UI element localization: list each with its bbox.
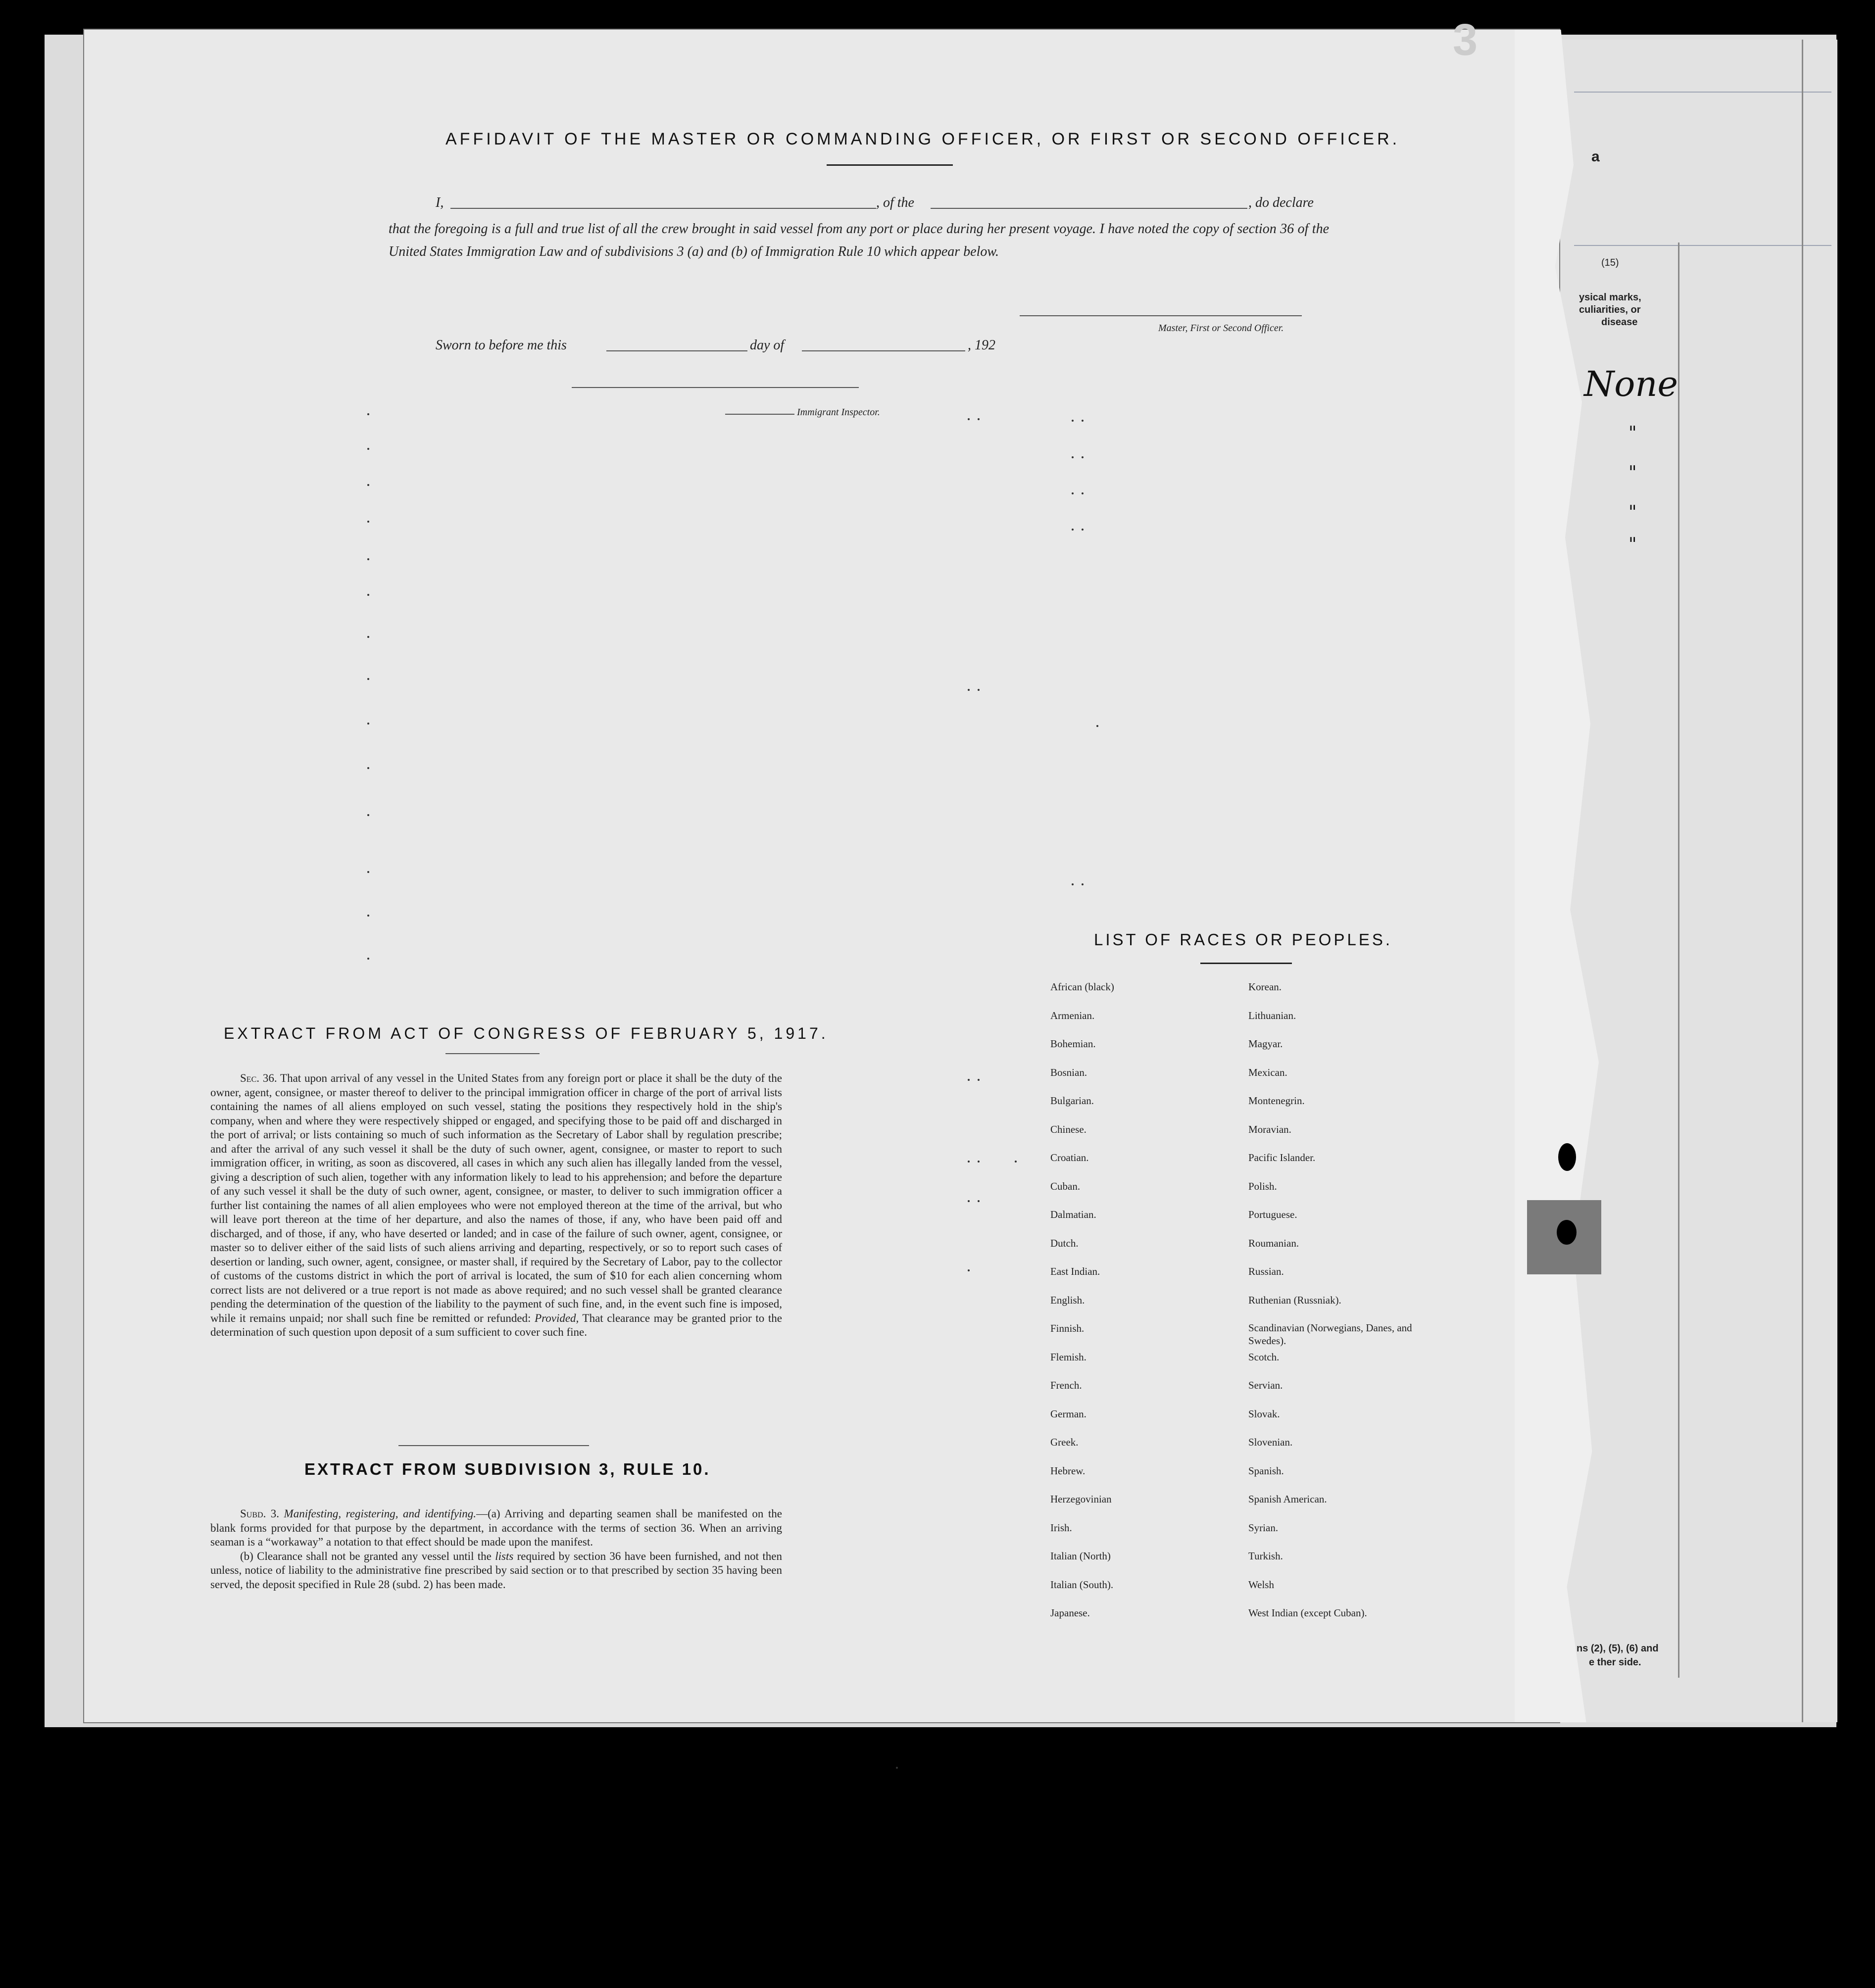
margin-note: ns (2), (5), (6) and xyxy=(1577,1643,1659,1654)
race-item: Mexican. xyxy=(1248,1066,1287,1078)
race-item: Turkish. xyxy=(1248,1550,1283,1562)
margin-col-head: ysical marks, xyxy=(1579,292,1641,303)
speck xyxy=(1082,492,1084,494)
race-item: Montenegrin. xyxy=(1248,1095,1305,1107)
race-item: Italian (South). xyxy=(1050,1578,1114,1591)
race-item: Bulgarian. xyxy=(1050,1095,1094,1107)
sworn-prefix: Sworn to before me this xyxy=(436,338,567,353)
race-item: Lithuanian. xyxy=(1248,1009,1296,1021)
margin-letter: a xyxy=(1591,148,1600,165)
race-item: Irish. xyxy=(1050,1521,1072,1534)
speck xyxy=(978,689,980,691)
race-item: Slovak. xyxy=(1248,1407,1280,1420)
race-item: Spanish American. xyxy=(1248,1493,1327,1505)
race-item: Japanese. xyxy=(1050,1607,1090,1619)
ruled-line xyxy=(1574,92,1831,93)
subd-label: Subd. 3. xyxy=(240,1507,280,1520)
margin-note: e ther side. xyxy=(1589,1657,1641,1668)
race-item: Dalmatian. xyxy=(1050,1209,1096,1220)
subd-b-text: Clearance shall not be granted any vessel until the xyxy=(257,1550,492,1562)
declare-of-the: , of the xyxy=(876,195,914,210)
act-extract-text xyxy=(210,1071,782,1340)
subd-heading: Manifesting, registering, and identifying. xyxy=(284,1507,477,1520)
speck xyxy=(978,1200,980,1202)
race-item: Bohemian. xyxy=(1050,1038,1096,1050)
punch-hole xyxy=(1557,1220,1577,1245)
race-item: Russian. xyxy=(1248,1265,1284,1277)
ruled-line xyxy=(1574,245,1831,246)
race-item: Herzegovinian xyxy=(1050,1493,1112,1505)
speck xyxy=(367,636,369,638)
inspector-signature-line xyxy=(572,387,859,388)
section-text: That upon arrival of any vessel in the United States from any foreign port or place it shall be the duty of the owner, agent, consignee, or master thereof to deliver to the principal immigration officer in charge of the port of arrival lists containing the names of all aliens employed on such vessel, stating the positions they respectively hold in the ship's company, when and where they were respectively shipped or engaged, and specifying those to be paid off and discharged in the port of arrival; or lists containing so much of such information as the Secretary of Labor shall by regulation prescribe; and after the arrival of any such vessel it shall be the duty of such owner, agent, consignee, or master to report to such immigration officer, in writing, as soon as discovered, all cases in which any such alien has illegally landed from the vessel, giving a description of such alien, together with any information likely to lead to his apprehension; and before the departure of any such vessel it shall be the duty of such owner, agent, consignee, or master, to deliver to such immigration officer a further list containing the names of all alien employees who were not employed thereon at the time of the arrival, but who will leave port thereon at the time of her departure, and also the names of those, if any, who have been paid off and discharged, and of those, if any, who have deserted or landed; and in case of the failure of such owner, agent, consignee, or master so to deliver either of the said lists of such aliens arriving and departing, respectively, or so to report such cases of desertion or landing, such owner, agent, consignee, or master shall, if required by the Secretary of Labor, pay to the collector of customs of the customs district in which the port of arrival is located, the sum of $10 for each alien concerning whom correct lists are not delivered or a true report is not made as above required; and no such vessel shall be granted clearance pending the determination of the question of the liability to the payment of such fine, and, in the event such fine is imposed, while it remains unpaid; nor shall such fine be remitted or refunded: xyxy=(210,1072,782,1324)
affidavit-paragraph: that the foregoing is a full and true list of all the crew brought in said vessel from any port or place during her present voyage. I have noted the copy of section 36 of the United States Immigration Law and of subdivisions 3 (a) and (b) of Immigration Rule 10 which appear below. xyxy=(389,221,1329,259)
race-item: Pacific Islander. xyxy=(1248,1152,1316,1164)
race-item: Scotch. xyxy=(1248,1351,1280,1363)
race-item: Cuban. xyxy=(1050,1180,1081,1192)
handwritten-none: None xyxy=(1584,364,1678,404)
speck xyxy=(968,689,970,691)
section-divider xyxy=(398,1445,589,1446)
inspector-lead-line xyxy=(725,414,794,415)
race-item: English. xyxy=(1050,1294,1085,1306)
speck xyxy=(968,1269,970,1271)
signer-label: Master, First or Second Officer. xyxy=(1158,323,1284,334)
speck xyxy=(968,418,970,420)
race-item: Finnish. xyxy=(1050,1322,1085,1334)
title-rule xyxy=(827,164,953,166)
race-item: African (black) xyxy=(1050,981,1114,993)
section-text-end: That clearance may be granted prior to the determination of such question upon deposit of a sum sufficient to cover such fine. xyxy=(210,1311,782,1338)
race-item: East Indian. xyxy=(1050,1265,1100,1277)
margin-col-head: disease xyxy=(1601,317,1638,328)
declare-do-declare: , do declare xyxy=(1248,195,1314,210)
speck xyxy=(1096,725,1098,727)
race-item: Dutch. xyxy=(1050,1237,1079,1249)
race-item: Bosnian. xyxy=(1050,1066,1087,1078)
ditto-mark: " xyxy=(1628,423,1637,443)
act-extract-title: EXTRACT FROM ACT OF CONGRESS OF FEBRUARY 5, 1917. xyxy=(224,1024,829,1042)
race-item: Polish. xyxy=(1248,1180,1277,1192)
race-item: Korean. xyxy=(1248,981,1282,993)
subd-b-text: required by section 36 have been furnished, and not then unless, notice of liability to the administrative fine prescribed by said section or to that prescribed by section 35 having been served, the deposit specified in Rule 28 (subd. 2) has been made. xyxy=(210,1550,783,1591)
speck xyxy=(1072,456,1074,458)
race-item: Spanish. xyxy=(1248,1464,1284,1477)
rule-extract-text xyxy=(210,1507,782,1592)
speck xyxy=(1082,529,1084,531)
subd-b-lists: lists xyxy=(495,1550,514,1562)
month-fill-line xyxy=(802,350,965,351)
race-item: Roumanian. xyxy=(1248,1237,1299,1249)
speck xyxy=(367,723,369,725)
sworn-year: , 192 xyxy=(968,338,995,353)
race-item: German. xyxy=(1050,1407,1086,1420)
subd-a-label: —(a) xyxy=(476,1507,500,1520)
race-item: West Indian (except Cuban). xyxy=(1248,1607,1367,1619)
race-item: Syrian. xyxy=(1248,1521,1279,1534)
race-item: Italian (North) xyxy=(1050,1550,1111,1562)
speck xyxy=(1015,1161,1017,1163)
punch-hole xyxy=(1558,1143,1576,1171)
column-divider xyxy=(1802,40,1803,1722)
speck xyxy=(367,521,369,523)
margin-col-head: culiarities, or xyxy=(1579,304,1641,315)
race-item: Greek. xyxy=(1050,1436,1079,1448)
section-label: Sec. 36. xyxy=(240,1072,277,1084)
act-title-rule xyxy=(445,1053,540,1054)
speck xyxy=(978,418,980,420)
speck xyxy=(367,814,369,816)
race-item: Welsh xyxy=(1248,1578,1274,1591)
speck xyxy=(1082,420,1084,422)
race-item: Slovenian. xyxy=(1248,1436,1293,1448)
margin-col-number: (15) xyxy=(1601,257,1619,268)
ditto-mark: " xyxy=(1628,502,1637,523)
speck xyxy=(367,484,369,486)
races-right-column xyxy=(1248,973,1436,1628)
speck xyxy=(367,871,369,873)
inspector-label: Immigrant Inspector. xyxy=(797,407,880,418)
speck xyxy=(968,1079,970,1081)
rule-extract-title: EXTRACT FROM SUBDIVISION 3, RULE 10. xyxy=(304,1460,711,1478)
race-item: Hebrew. xyxy=(1050,1464,1086,1477)
speck xyxy=(1072,883,1074,885)
speck xyxy=(968,1161,970,1163)
speck xyxy=(978,1161,980,1163)
declare-i: I, xyxy=(436,195,444,210)
speck xyxy=(367,678,369,680)
speck xyxy=(367,413,369,415)
vessel-fill-line xyxy=(931,208,1247,209)
race-item: Ruthenian (Russniak). xyxy=(1248,1294,1341,1306)
race-item: French. xyxy=(1050,1379,1082,1391)
signature-line xyxy=(1020,315,1302,316)
race-item: Armenian. xyxy=(1050,1009,1095,1021)
speck xyxy=(968,1200,970,1202)
speck xyxy=(367,958,369,960)
provided-word: Provided, xyxy=(535,1311,579,1324)
name-fill-line xyxy=(450,208,876,209)
sworn-day-of: day of xyxy=(750,338,785,353)
speck xyxy=(1082,456,1084,458)
speck xyxy=(1072,492,1074,494)
day-fill-line xyxy=(606,350,747,351)
race-item: Chinese. xyxy=(1050,1123,1086,1135)
speck xyxy=(896,1767,898,1769)
speck xyxy=(367,448,369,450)
speck xyxy=(1072,420,1074,422)
race-item: Portuguese. xyxy=(1248,1209,1297,1220)
speck xyxy=(367,915,369,917)
race-item: Croatian. xyxy=(1050,1152,1089,1164)
column-divider xyxy=(1678,242,1679,1678)
race-item: Scandinavian (Norwegians, Danes, and Swedes). xyxy=(1248,1322,1412,1347)
races-title-rule xyxy=(1200,963,1292,964)
race-item: Flemish. xyxy=(1050,1351,1086,1363)
corner-stamp: 3 xyxy=(1453,15,1478,65)
race-item: Magyar. xyxy=(1248,1038,1283,1050)
speck xyxy=(1082,883,1084,885)
affidavit-title: AFFIDAVIT OF THE MASTER OR COMMANDING OFFICER, OR FIRST OR SECOND OFFICER. xyxy=(445,130,1400,148)
races-left-column xyxy=(1050,973,1114,1628)
subd-a-text: Arriving and departing seamen shall be manifested on the blank forms provided for that purpose by the department, in accordance with the terms of section 36. When an arriving seaman is a “workaway” a notation to that effect should be made upon the manifest. xyxy=(210,1507,783,1548)
race-item: Moravian. xyxy=(1248,1123,1291,1135)
speck xyxy=(1072,529,1074,531)
subd-b-label: (b) xyxy=(240,1550,253,1562)
races-title: LIST OF RACES OR PEOPLES. xyxy=(1094,930,1393,949)
ditto-mark: " xyxy=(1628,534,1637,555)
ditto-mark: " xyxy=(1628,463,1637,483)
race-item: Servian. xyxy=(1248,1379,1283,1391)
speck xyxy=(367,558,369,560)
speck xyxy=(978,1079,980,1081)
speck xyxy=(367,594,369,596)
speck xyxy=(367,767,369,769)
